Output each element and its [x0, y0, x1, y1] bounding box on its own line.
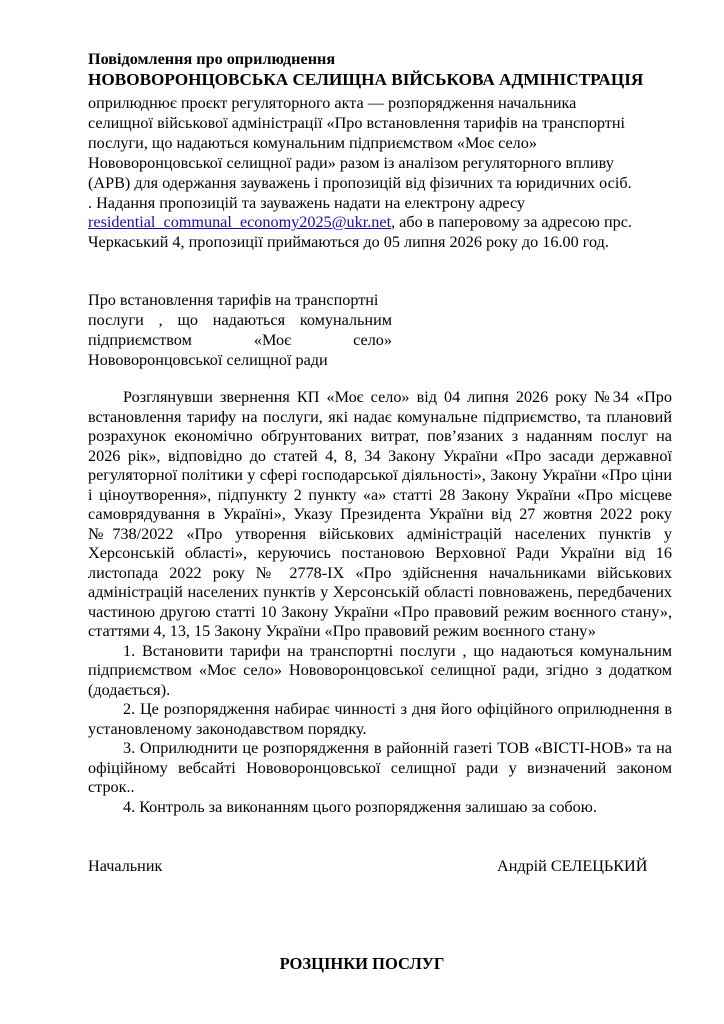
signature-position: Начальник	[88, 857, 163, 875]
order-item-1: 1. Встановити тарифи на транспортні послуги , що надаються комунальним підприємством «Моє село» Нововоронцовської селищної ради, згідно з додатком (додається).	[88, 641, 672, 699]
order-title-word: «Моє	[253, 331, 292, 349]
signature-name: Андрій СЕЛЕЦЬКИЙ	[497, 857, 648, 875]
order-item-4: 4. Контроль за виконанням цього розпорядження залишаю за собою.	[123, 797, 597, 816]
preamble-paragraph: Розглянувши звернення КП «Моє село» від 04 липня 2026 року №34 «Про встановлення тарифу на послуги, які надає комунальне підприємство, та плановий розрахунок економічно обґрунтованих витрат, пов’язаних з наданням послуг на 2026 рік», відповідно до статей 4, 8, 34 Закону України «Про засади державної регуляторної політики у сфері господарської діяльності», Закону України «Про ціни і ціноутворення», підпункту 2 пункту «а» статті 28 Закону України «Про місцеве самоврядування в Україні», Указу Президента України від 27 жовтня 2022 року №738/2022 «Про утворення військових адміністрацій населених пунктів у Херсонській області», керуючись постановою Верховної Ради України від 16 листопада 2022 року № 2778-IX «Про здійснення начальниками військових адміністрацій населених пунктів у Херсонській області повноважень, передбачених частиною другою статті 10 Закону України «Про правовий режим воєнного стану», статтями 4, 13, 15 Закону України «Про правовий режим воєнного стану»	[88, 388, 672, 640]
organization-name: НОВОВОРОНЦОВСЬКА СЕЛИЩНА ВІЙСЬКОВА АДМІНІСТРАЦІЯ	[88, 70, 644, 89]
order-body	[88, 388, 672, 817]
order-title-line	[88, 330, 392, 350]
order-item-2: 2. Це розпорядження набирає чинності з дня його офіційного оприлюднення в установленому законодавством порядку.	[88, 700, 672, 738]
email-line	[88, 212, 632, 232]
announcement-line: (АРВ) для одержання зауважень і пропозицій від фізичних та юридичних осіб.	[88, 174, 632, 192]
announcement-line: оприлюднює проєкт регуляторного акта — розпорядження начальника	[88, 94, 577, 112]
order-title-line: послуги , що надаються комунальним	[88, 311, 392, 329]
announcement-line: Черкаський 4, пропозиції приймаються до 05 липня 2026 року до 16.00 год.	[88, 233, 609, 251]
order-title-line: Про встановлення тарифів на транспортні	[88, 291, 379, 309]
order-title-word: підприємством	[88, 331, 192, 349]
order-title	[88, 290, 392, 370]
services-pricing-title: РОЗЦІНКИ ПОСЛУГ	[279, 954, 445, 973]
email-suffix: , або в паперовому за адресою прс.	[391, 213, 632, 231]
email-link[interactable]: residential_communal_economy2025@ukr.net	[88, 213, 392, 231]
order-title-line: Нововоронцовської селищної ради	[88, 351, 328, 369]
order-item-3: 3. Оприлюднити це розпорядження в районній газеті ТОВ «ВІСТІ-НОВ» та на офіційному вебсайті Нововоронцовської селищної ради у визначений законом строк..	[88, 739, 672, 796]
announcement-line: . Надання пропозицій та зауважень надати на електрону адресу	[88, 194, 526, 212]
announcement-line: послуги, що надаються комунальним підприємством «Моє село»	[88, 134, 537, 152]
announcement-heading: Повідомлення про оприлюднення	[88, 50, 336, 68]
order-title-word: село»	[353, 331, 392, 349]
announcement-line: Нововоронцовської селищної ради» разом із аналізом регуляторного впливу	[88, 154, 614, 172]
announcement-line: селищної військової адміністрації «Про встановлення тарифів на транспортні	[88, 114, 626, 132]
